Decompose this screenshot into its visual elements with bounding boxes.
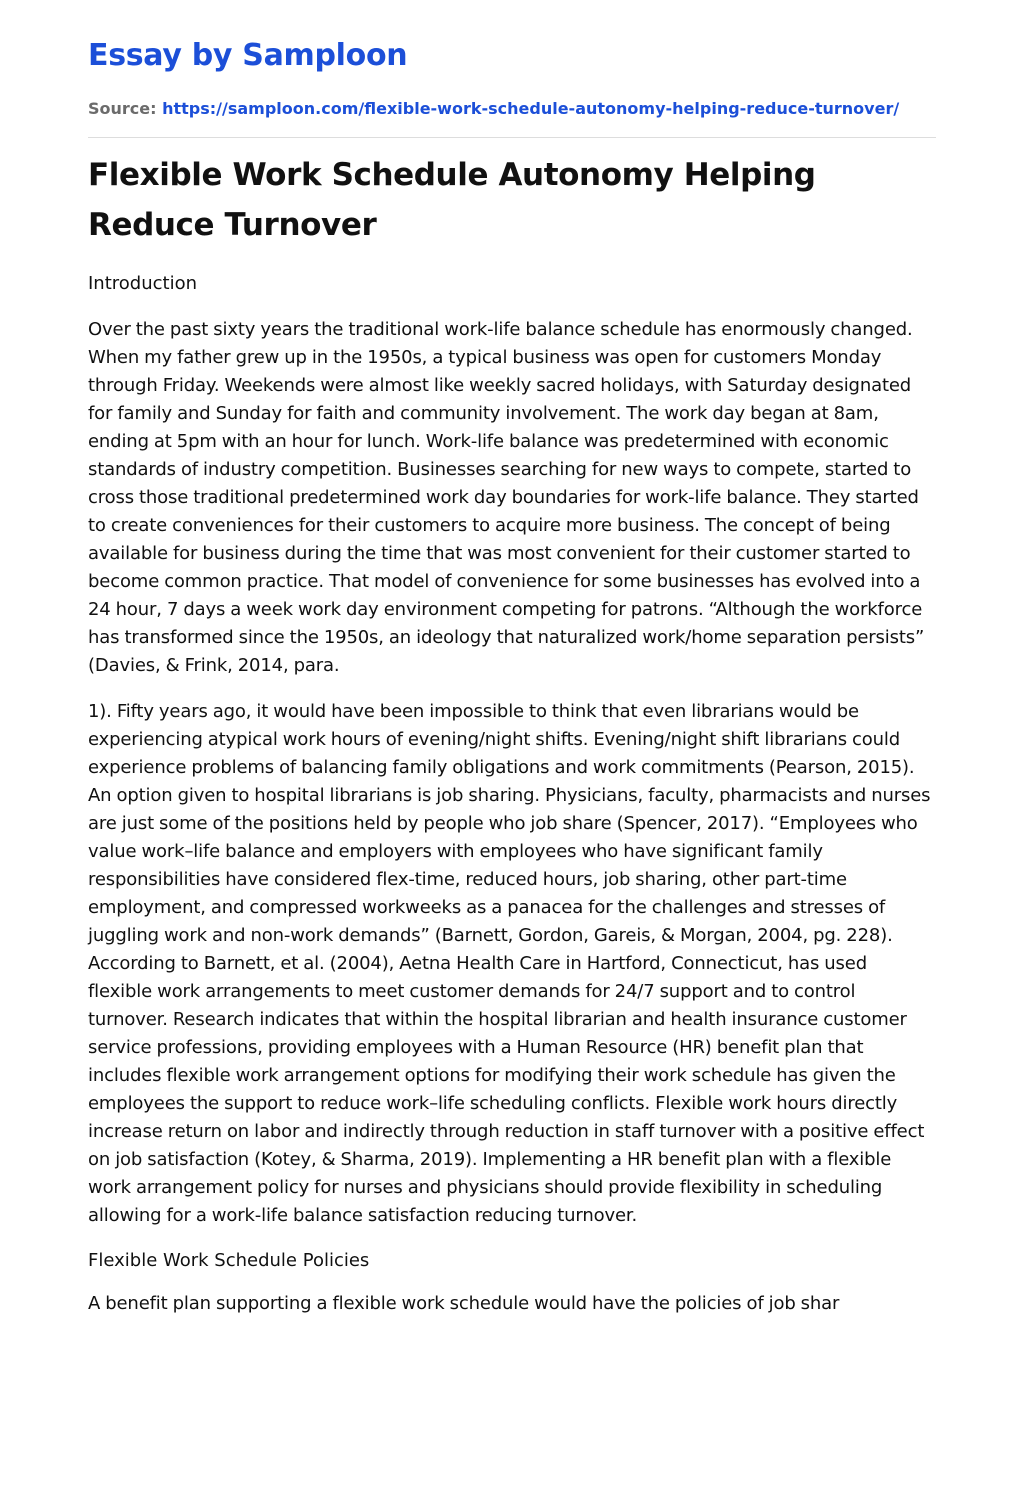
essay-title: Flexible Work Schedule Autonomy Helping Reduce Turnover <box>88 157 816 243</box>
section-heading-introduction: Introduction <box>88 273 198 294</box>
header-divider <box>88 137 936 138</box>
paragraph-3: A benefit plan supporting a flexible work schedule would have the policies of job shar <box>88 1293 840 1314</box>
section-heading-policies: Flexible Work Schedule Policies <box>88 1250 370 1271</box>
source-label: Source: <box>88 99 157 118</box>
source-link[interactable]: https://samploon.com/flexible-work-schedule-autonomy-helping-reduce-turnover/ <box>162 99 900 118</box>
essay-page <box>88 36 936 1318</box>
brand-title: Essay by Samploon <box>88 38 408 73</box>
source-line <box>88 98 936 120</box>
paragraph-1: Over the past sixty years the traditional work-life balance schedule has enormously changed. When my father grew up in the 1950s, a typical business was open for customers Monday through Friday. Weekends were almost like weekly sacred holidays, with Saturday designated for family and Sunday for faith and community involvement. The work day began at 8am, ending at 5pm with an hour for lunch. Work-life balance was predetermined with economic standards of industry competition. Businesses searching for new ways to compete, started to cross those traditional predetermined work day boundaries for work-life balance. They started to create conveniences for their customers to acquire more business. The concept of being available for business during the time that was most convenient for their customer started to become common practice. That model of convenience for some businesses has evolved into a 24 hour, 7 days a week work day environment competing for patrons. “Although the workforce has transformed since the 1950s, an ideology that naturalized work/home separation persists” (Davies, & Frink, 2014, para. <box>88 319 925 676</box>
paragraph-2: 1). Fifty years ago, it would have been impossible to think that even librarians would be experiencing atypical work hours of evening/night shifts. Evening/night shift librarians could experience problems of balancing family obligations and work commitments (Pearson, 2015). An option given to hospital librarians is job sharing. Physicians, faculty, pharmacists and nurses are just some of the positions held by people who job share (Spencer, 2017). “Employees who value work–life balance and employers with employees who have significant family responsibilities have considered flex-time, reduced hours, job sharing, other part-time employment, and compressed workweeks as a panacea for the challenges and stresses of juggling work and non-work demands” (Barnett, Gordon, Gareis, & Morgan, 2004, pg. 228). According to Barnett, et al. (2004), Aetna Health Care in Hartford, Connecticut, has used flexible work arrangements to meet customer demands for 24/7 support and to control turnover. Research indicates that within the hospital librarian and health insurance customer service professions, providing employees with a Human Resource (HR) benefit plan that includes flexible work arrangement options for modifying their work schedule has given the employees the support to reduce work–life scheduling conflicts. Flexible work hours directly increase return on labor and indirectly through reduction in staff turnover with a positive effect on job satisfaction (Kotey, & Sharma, 2019). Implementing a HR benefit plan with a flexible work arrangement policy for nurses and physicians should provide flexibility in scheduling allowing for a work-life balance satisfaction reducing turnover. <box>88 701 931 1226</box>
